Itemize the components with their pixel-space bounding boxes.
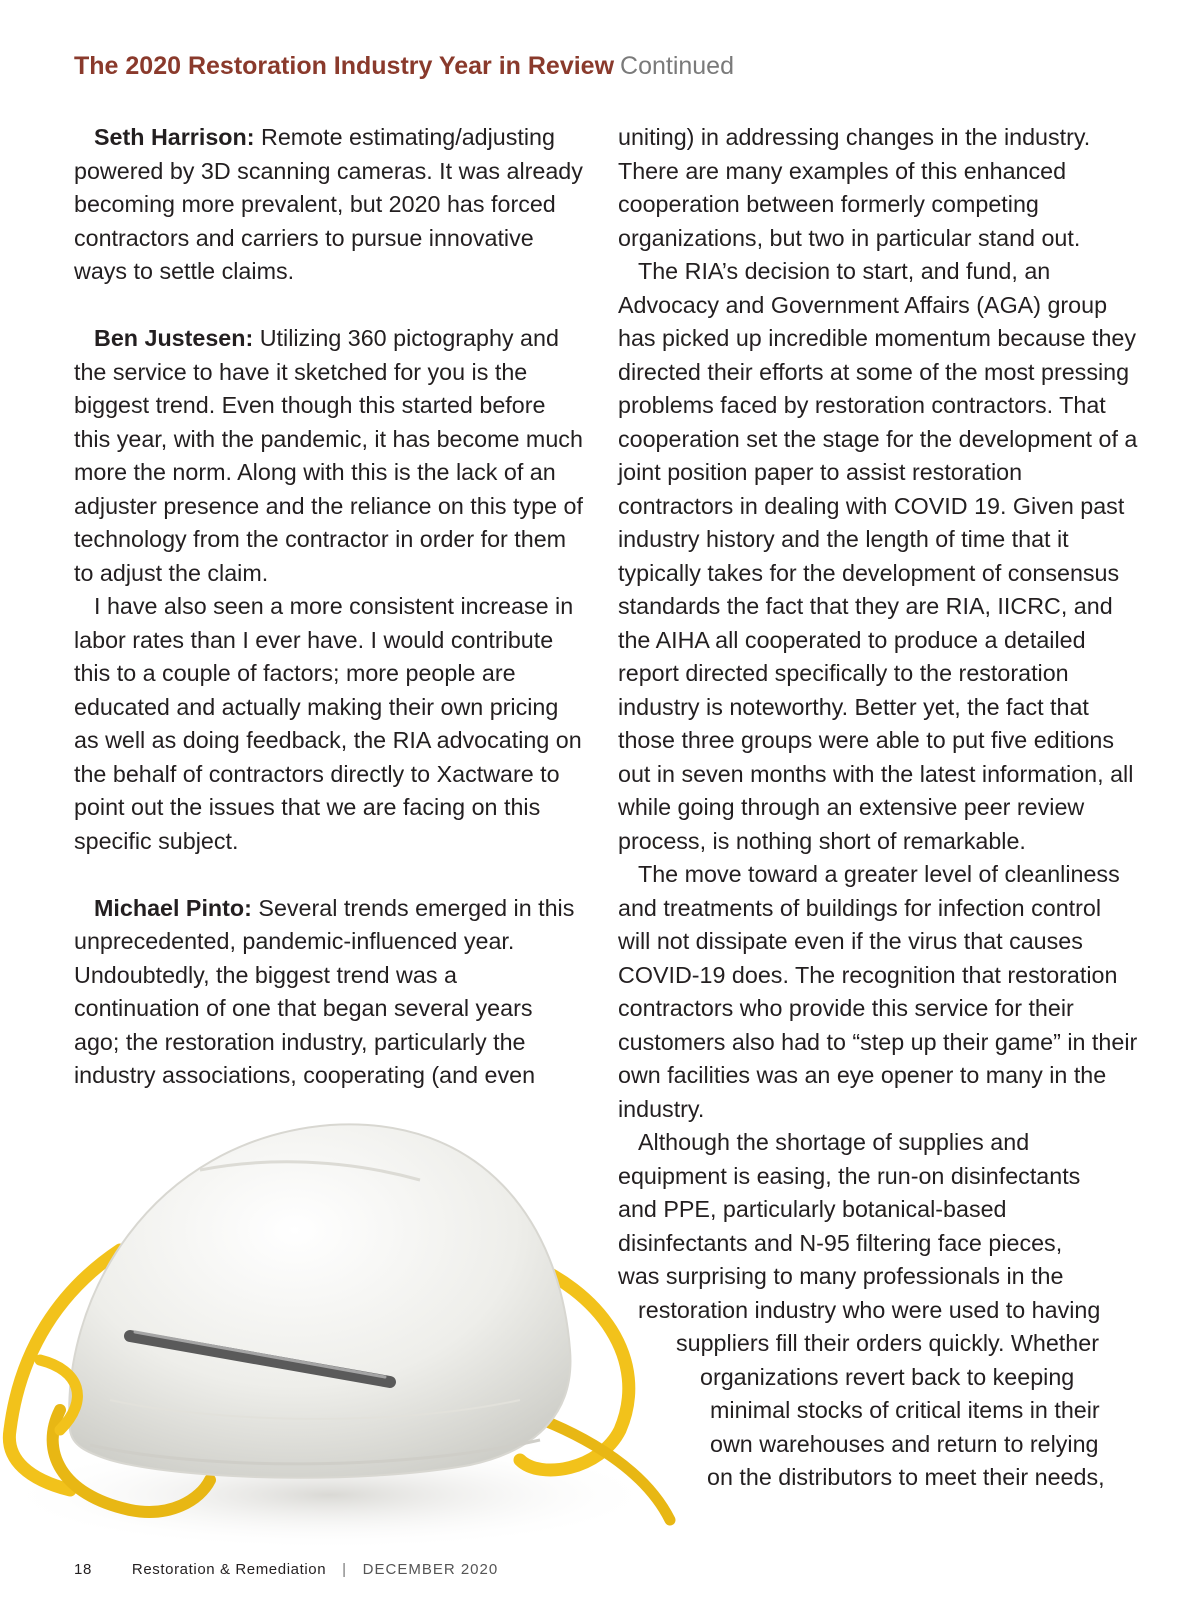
ben-justesen-paragraph <box>74 322 584 590</box>
michael-pinto-paragraph <box>74 892 584 1093</box>
ben-justesen-paragraph-2: I have also seen a more consistent increase in labor rates than I ever have. I would contribute this to a couple of factors; more people are educated and actually making their own pricing as well as doing feedback, the RIA advocating on the behalf of contractors directly to Xactware to point out the issues that we are facing on this specific subject. <box>74 593 582 854</box>
left-column <box>74 121 584 1093</box>
page-footer <box>74 1561 498 1578</box>
article-title: The 2020 Restoration Industry Year in Review <box>74 52 615 80</box>
text-line: was surprising to many professionals in the <box>618 1263 1064 1289</box>
continued-label: Continued <box>620 52 734 80</box>
publication-name: Restoration & Remediation <box>131 1561 327 1578</box>
page-header <box>74 52 734 81</box>
page-number: 18 <box>74 1561 92 1578</box>
speaker-name: Ben Justesen: <box>94 325 254 351</box>
paragraph-text: Remote estimating/adjusting powered by 3D scanning cameras. It was already becoming more prevalent, but 2020 has forced contractors and carriers to pursue innovative ways to settle claims. <box>74 124 583 284</box>
mask-body <box>69 1124 570 1477</box>
text-line: own warehouses and return to relying <box>710 1430 1099 1457</box>
text-line: restoration industry who were used to having <box>638 1296 1101 1323</box>
text-line: Although the shortage of supplies and <box>638 1129 1030 1155</box>
ria-aga-paragraph: The RIA’s decision to start, and fund, an Advocacy and Government Affairs (AGA) group has picked up incredible momentum because they directed their efforts at some of the most pressing problems faced by restoration contractors. That cooperation set the stage for the development of a joint position paper to assist restoration contractors in dealing with COVID 19. Given past industry history and the length of time that it typically takes for the development of consensus standards the fact that they are RIA, IICRC, and the AIHA all cooperated to produce a detailed report directed specifically to the restoration industry is noteworthy. Better yet, the fact that those three groups were able to put five editions out in seven months with the latest information, all while going through an extensive peer review process, is nothing short of remarkable. <box>618 258 1138 854</box>
text-line: and PPE, particularly botanical-based <box>618 1196 1007 1222</box>
seth-harrison-paragraph <box>74 121 584 289</box>
speaker-name: Michael Pinto: <box>94 894 252 921</box>
text-line: on the distributors to meet their needs, <box>707 1464 1105 1490</box>
text-line: suppliers fill their orders quickly. Whether <box>676 1330 1099 1356</box>
footer-separator: | <box>342 1561 347 1578</box>
text-line: minimal stocks of critical items in their <box>710 1397 1100 1423</box>
text-line: disinfectants and N-95 filtering face pieces, <box>618 1229 1063 1256</box>
paragraph-text: Several trends emerged in this unprecedented, pandemic-influenced year. Undoubtedly, the biggest trend was a continuation of one that began several years ago; the restoration industry, particularly the industry associations, cooperating (and even <box>74 894 575 1088</box>
cleanliness-paragraph: The move toward a greater level of cleanliness and treatments of buildings for infection control will not dissipate even if the virus that causes COVID-19 does. The recognition that restoration contractors who provide this service for their customers also had to “step up their game” in their own facilities was an eye opener to many in the industry. <box>618 861 1138 1122</box>
n95-mask-photo <box>0 1100 700 1560</box>
paragraph-text: Utilizing 360 pictography and the service to have it sketched for you is the biggest trend. Even though this started before this year, with the pandemic, it has become much more the norm. Along with this is the lack of an adjuster presence and the reliance on this type of technology from the contractor in order for them to adjust the claim. <box>74 325 583 586</box>
text-line: equipment is easing, the run-on disinfectants <box>618 1162 1081 1189</box>
issue-date: DECEMBER 2020 <box>362 1561 499 1578</box>
text-line: organizations revert back to keeping <box>700 1363 1075 1390</box>
speaker-name: Seth Harrison: <box>94 124 255 150</box>
paragraph-continued: uniting) in addressing changes in the industry. There are many examples of this enhanced cooperation between formerly competing organizations, but two in particular stand out. <box>618 124 1091 251</box>
